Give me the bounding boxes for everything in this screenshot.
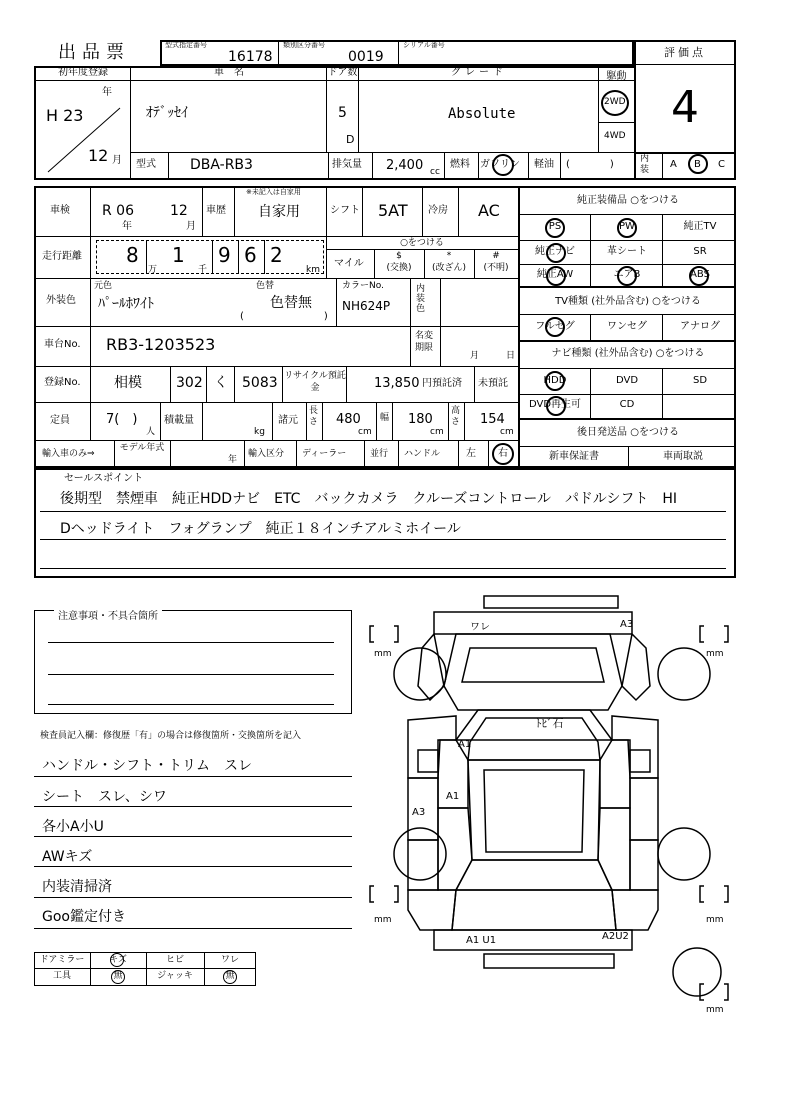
- mark-rear-a1u1: A1 U1: [466, 935, 497, 946]
- legend-jack-value: 無: [225, 971, 235, 981]
- right-front-door: [600, 740, 630, 808]
- color-no-label: カラーNo.: [342, 281, 384, 291]
- history-label: 車歴: [206, 205, 226, 216]
- legend-jack-circle: [223, 970, 237, 984]
- reg-kana: く: [214, 375, 228, 391]
- mm-front-right: mm: [706, 649, 724, 659]
- roof: [468, 760, 600, 860]
- navi-dvd-play: DVD再生可: [528, 399, 582, 410]
- equip-sr: SR: [693, 246, 707, 257]
- note-line-5: 内装清掃済: [42, 879, 112, 895]
- frame-label: 車台No.: [44, 339, 81, 350]
- notes-title: 注意事項・不具合箇所: [58, 611, 158, 622]
- note-line-6: Goo鑑定付き: [42, 909, 126, 925]
- note-line-4: AWキズ: [42, 849, 93, 865]
- reg-number: 5083: [242, 375, 278, 391]
- tv-title: TV種類 (社外品含む) ○をつける: [555, 296, 701, 307]
- sales-line-1: 後期型 禁煙車 純正HDDナビ ETC バックカメラ クルーズコントロール パドルシフト HI: [60, 491, 678, 507]
- aircon: AC: [478, 201, 500, 220]
- model-code-label: 型式指定番号: [165, 41, 207, 49]
- car-name-label: 車 名: [214, 67, 244, 78]
- mileage-digit-5: 2: [270, 243, 283, 267]
- man-unit: 万: [148, 265, 158, 275]
- recycle: 13,850: [374, 376, 420, 391]
- fuel-gasoline-circle: [492, 154, 514, 176]
- import-class-label: 輸入区分: [248, 449, 285, 459]
- mm-front-left: mm: [374, 649, 392, 659]
- later-warranty: 新車保証書: [549, 451, 599, 462]
- interior-label: 内装: [640, 154, 650, 175]
- height-label: 高さ: [451, 406, 461, 427]
- handle-right: 右: [498, 448, 508, 459]
- model-code: 16178: [228, 49, 273, 65]
- legend-tools-value: 無: [113, 971, 123, 981]
- km-unit: km: [306, 265, 320, 275]
- door-type: D: [346, 133, 355, 146]
- fuel-gasoline: ガソリン: [480, 159, 520, 170]
- first-reg-label: 初年度登録: [58, 67, 108, 78]
- mile-exchange-sym: $: [396, 251, 402, 261]
- reg-label: 登録No.: [44, 377, 81, 388]
- shift: 5AT: [378, 201, 408, 220]
- recycle-label: リサイクル預託金: [284, 371, 346, 393]
- tv-oneseg: ワンセグ: [607, 321, 647, 332]
- mile-label: マイル: [334, 258, 364, 269]
- spare-tire: [673, 948, 721, 996]
- reg-area: 相模: [114, 375, 142, 391]
- navi-dvd-play-circle: [546, 396, 566, 416]
- mark-side-a3: A3: [412, 807, 426, 818]
- equip-airbag-circle: [617, 266, 637, 286]
- type: DBA-RB3: [190, 157, 253, 173]
- right-front-tire: [658, 648, 710, 700]
- mm-spare: mm: [706, 1005, 724, 1015]
- mark-rear-a2u2: A2U2: [602, 931, 629, 942]
- car-diagram: [360, 590, 760, 1060]
- equip-abs: ABS: [690, 269, 710, 280]
- displacement: 2,400: [386, 158, 424, 173]
- equip-abs-circle: [689, 266, 709, 286]
- history: 自家用: [258, 204, 300, 220]
- score-value: 4: [671, 82, 699, 133]
- equip-navi: 純正ナビ: [535, 246, 575, 257]
- sales-title: セールスポイント: [64, 473, 144, 484]
- inspector-label: 検査員記入欄：修復歴「有」の場合は修復箇所・交換箇所を記入: [40, 731, 302, 741]
- mileage-digit-1: 8: [126, 243, 139, 267]
- drive-4wd: 4WD: [604, 131, 626, 141]
- capacity: 7( ): [106, 412, 138, 427]
- mileage-digit-2: 1: [172, 243, 185, 267]
- repaint-label: 色替: [256, 281, 275, 291]
- note-line-2: シート スレ、シワ: [42, 789, 167, 805]
- equip-aw: 純正AW: [536, 269, 574, 280]
- class-code-label: 類別区分番号: [283, 41, 325, 49]
- capacity-label: 定員: [50, 415, 70, 426]
- cc-unit: cc: [430, 167, 440, 177]
- width: 180: [408, 412, 433, 427]
- equip-ps-circle: [545, 218, 565, 238]
- load-label: 積載量: [164, 415, 194, 426]
- handle-left: 左: [466, 448, 476, 459]
- rear-glass: [456, 860, 612, 890]
- capacity-unit: 人: [146, 427, 156, 437]
- tv-analog: アナログ: [680, 321, 720, 332]
- note-line-1: ハンドル・シフト・トリム スレ: [42, 758, 252, 774]
- mileage-label: 走行距離: [42, 251, 82, 262]
- mileage-digit-4: 6: [244, 243, 257, 267]
- mm-rear-left: mm: [374, 915, 392, 925]
- drive-2wd: 2WD: [604, 97, 626, 107]
- equip-aw-circle: [546, 266, 566, 286]
- displacement-label: 排気量: [332, 159, 362, 170]
- left-rear-door: [438, 808, 472, 890]
- width-label: 幅: [380, 413, 390, 423]
- height-cm: cm: [500, 427, 514, 437]
- front-bumper: [434, 612, 632, 634]
- inspection-month: 12: [170, 203, 188, 219]
- mile-exchange: (交換): [386, 263, 412, 273]
- rear-number-plate: [484, 954, 614, 968]
- repaint-paren: ( ): [240, 311, 328, 322]
- tv-fullseg-circle: [545, 317, 565, 337]
- frame: RB3-1203523: [106, 335, 216, 354]
- dimensions-label: 諸元: [278, 415, 298, 426]
- mile-tamper: (改ざん): [431, 263, 467, 273]
- legend-scratch: キズ: [109, 955, 127, 965]
- first-reg-month: 12: [88, 146, 109, 165]
- mile-unknown: (不明): [483, 263, 509, 273]
- legend-mirror: ドアミラー: [39, 955, 85, 965]
- model-year-label: モデル年式: [119, 443, 165, 453]
- color-no: NH624P: [342, 299, 391, 313]
- class-code: 0019: [348, 49, 384, 65]
- mile-tamper-sym: *: [446, 251, 452, 261]
- equip-tv: 純正TV: [683, 221, 717, 232]
- right-rear-fender: [612, 890, 658, 930]
- orig-color: ﾊﾟｰﾙﾎﾜｲﾄ: [98, 296, 154, 312]
- fuel-label: 燃料: [450, 159, 470, 170]
- equip-pw-circle: [617, 218, 637, 238]
- height: 154: [480, 412, 505, 427]
- fuel-other: ( ): [566, 159, 614, 170]
- equipment-title: 純正装備品 ○をつける: [577, 195, 679, 206]
- front-number-plate: [484, 596, 618, 608]
- mileage-digit-3: 9: [218, 243, 231, 267]
- inspection-month-unit: 月: [186, 221, 196, 232]
- import-label: 輸入車のみ⇒: [42, 449, 95, 459]
- reg-class: 302: [176, 375, 203, 391]
- inspection-label: 車検: [50, 205, 70, 216]
- mark-windshield: ﾄﾋﾞ石: [536, 717, 564, 730]
- length-label: 長さ: [309, 406, 319, 427]
- name-change-day: 日: [506, 351, 516, 361]
- type-label: 型式: [136, 159, 156, 170]
- mark-door-a1-lower: A1: [446, 791, 460, 802]
- later-title: 後日発送品 ○をつける: [577, 427, 679, 438]
- load-unit: kg: [254, 427, 265, 437]
- grade-label: グレード: [451, 67, 507, 78]
- orig-color-label: 元色: [94, 281, 113, 291]
- import-dealer: ディーラー: [302, 449, 347, 459]
- equip-leather: 革シート: [607, 246, 647, 257]
- later-manual: 車両取説: [663, 451, 703, 462]
- year-unit: 年: [102, 87, 112, 98]
- inspection: R 06: [102, 203, 134, 219]
- windshield-frame: [456, 710, 612, 740]
- equip-airbag: エアB: [613, 269, 641, 280]
- import-parallel: 並行: [370, 449, 389, 459]
- left-rear-fender: [408, 890, 456, 930]
- left-front-fender: [408, 716, 456, 778]
- handle-right-circle: [492, 443, 514, 465]
- score-label: 評価点: [664, 46, 706, 59]
- equip-ps: PS: [548, 221, 562, 232]
- legend-tools-circle: [111, 970, 125, 984]
- interior-a: A: [670, 159, 677, 170]
- serial-label: シリアル番号: [403, 41, 445, 49]
- navi-hdd: HDD: [543, 375, 567, 386]
- length: 480: [336, 412, 361, 427]
- form-title: 出品票: [58, 42, 130, 63]
- hood: [444, 634, 622, 710]
- equip-navi-circle: [546, 243, 566, 263]
- right-rear-door: [598, 808, 630, 890]
- name-change-label: 名変期限: [415, 331, 434, 353]
- navi-cd: CD: [619, 399, 635, 410]
- mm-rear-right: mm: [706, 915, 724, 925]
- length-cm: cm: [358, 427, 372, 437]
- legend-tools: 工具: [52, 971, 71, 981]
- navi-sd: SD: [692, 375, 708, 386]
- mark-door-a1-upper: A1: [458, 739, 472, 750]
- mile-note: ○をつける: [400, 238, 444, 248]
- history-note: ※未記入は自家用: [246, 188, 301, 196]
- mark-front-wa: ワレ: [470, 622, 490, 633]
- navi-dvd: DVD: [615, 375, 639, 386]
- inspection-year-unit: 年: [122, 221, 132, 232]
- notes-box: [34, 610, 352, 714]
- shift-label: シフト: [330, 205, 360, 216]
- repaint: 色替無: [270, 295, 312, 311]
- drive-label: 駆動: [606, 71, 627, 82]
- legend-crack-ware: ワレ: [220, 955, 239, 965]
- grade: Absolute: [448, 106, 516, 122]
- fuel-diesel: 軽油: [534, 159, 554, 170]
- legend-scratch-circle: [110, 953, 124, 967]
- tailgate: [452, 890, 616, 930]
- mile-unknown-sym: #: [492, 251, 500, 261]
- car-name: ｵﾃﾞｯｾｲ: [146, 105, 188, 121]
- interior-b: B: [694, 159, 701, 170]
- recycle-unpaid: 未預託: [478, 378, 508, 389]
- color-label: 外装色: [46, 295, 76, 306]
- sales-line-2: Dヘッドライト フォグランプ 純正１８インチアルミホイール: [60, 521, 461, 537]
- tv-fullseg: フルセグ: [535, 321, 575, 332]
- recycle-status: 円預託済: [422, 378, 462, 389]
- note-line-3: 各小A小U: [42, 819, 104, 835]
- first-reg-era: H 23: [46, 106, 84, 125]
- name-change-month: 月: [470, 351, 480, 361]
- handle-label: ハンドル: [404, 449, 441, 459]
- model-year-unit: 年: [228, 455, 238, 465]
- interior-c: C: [718, 159, 725, 170]
- month-unit: 月: [112, 155, 122, 166]
- legend-jack: ジャッキ: [157, 971, 193, 981]
- right-rear-tire: [658, 828, 710, 880]
- sen-unit: 千: [198, 265, 208, 275]
- mark-front-a3: A3: [620, 619, 634, 630]
- navi-title: ナビ種類 (社外品含む) ○をつける: [551, 348, 705, 359]
- doors-label: ドア数: [327, 67, 358, 78]
- aircon-label: 冷房: [428, 205, 448, 216]
- doors: 5: [338, 105, 347, 121]
- right-front-fender: [612, 716, 658, 778]
- interior-color-label: 内装色: [416, 284, 426, 314]
- equip-pw: PW: [619, 221, 635, 232]
- legend-crack-hibi: ヒビ: [165, 955, 184, 965]
- width-cm: cm: [430, 427, 444, 437]
- windshield: [468, 718, 600, 760]
- navi-hdd-circle: [545, 371, 565, 391]
